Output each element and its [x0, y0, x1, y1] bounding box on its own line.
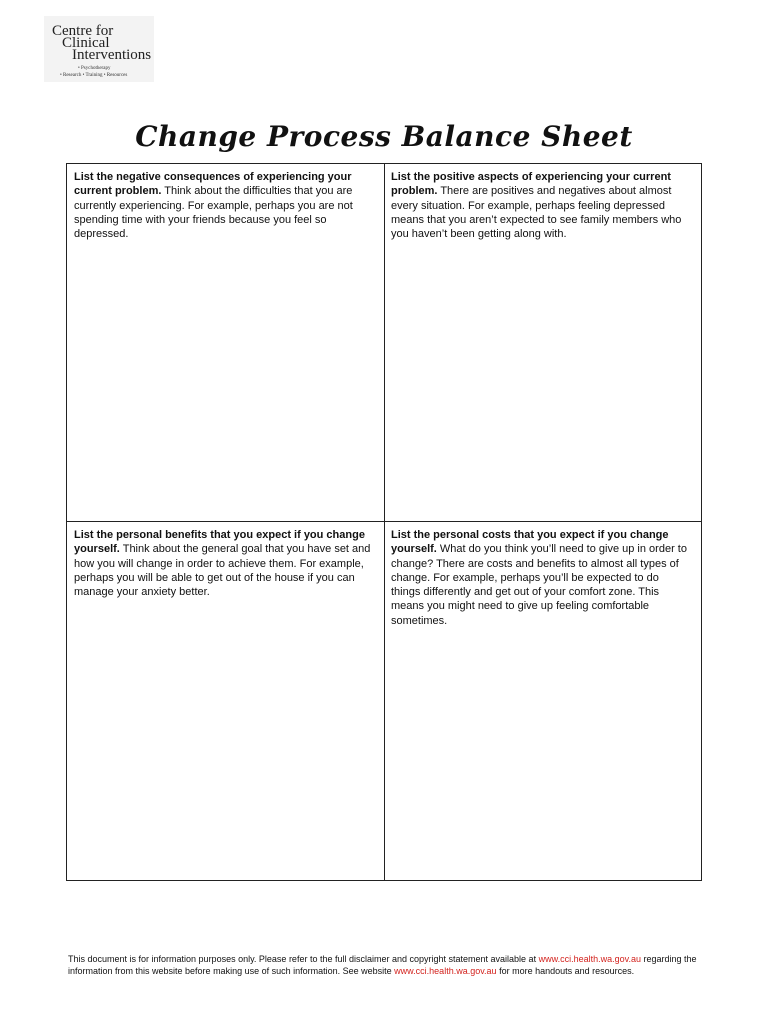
footer-link-2[interactable]: www.cci.health.wa.gov.au	[394, 966, 497, 976]
cell-body: Think about the general goal that you have set and how you will change in order to achieve them. For example, perhaps you will be able to get out of the house if you can manage your anxiety better.	[74, 543, 371, 599]
cell-heading: List the personal benefits that you expect if you change yourself.	[74, 529, 365, 556]
footer-text-1: This document is for information purposes only. Please refer to the full disclaimer and copyright statement available at	[68, 954, 539, 964]
cell-personal-benefits	[74, 528, 377, 599]
logo-line-centre: Centre for	[52, 23, 114, 39]
cell-positive-aspects	[391, 170, 691, 241]
cell-heading: List the positive aspects of experiencing your current problem.	[391, 171, 671, 198]
footer-text-3: for more handouts and resources.	[499, 966, 635, 976]
logo-line-clinical: Clinical	[62, 35, 110, 51]
cell-negative-consequences	[74, 170, 377, 241]
logo-sub-psychotherapy: • Psychotherapy	[78, 66, 111, 71]
grid-vertical-divider	[384, 164, 385, 880]
page-title: Change Process Balance Sheet	[135, 120, 633, 153]
footer-text-2: regarding the information from this website before making use of such information. See website	[68, 954, 697, 976]
logo-line-interventions: Interventions	[72, 47, 152, 63]
cell-heading: List the personal costs that you expect if you change yourself.	[391, 529, 669, 556]
cell-body: There are positives and negatives about almost every situation. For example, perhaps feeling depressed means that you aren’t expected to see family members who you haven’t been getting along with.	[391, 185, 682, 241]
cell-body: What do you think you’ll need to give up in order to change? There are costs and benefits to almost all types of change. For example, perhaps you’ll be expected to do things differently and get out of your comfort zone. This means you might need to give up feeling comfortable sometimes.	[391, 543, 687, 627]
cell-personal-costs	[391, 528, 691, 628]
logo-sub-services: • Research • Training • Resources	[60, 73, 128, 78]
footer-disclaimer	[68, 953, 708, 977]
cci-logo	[44, 16, 154, 82]
grid-horizontal-divider	[67, 521, 701, 522]
balance-sheet-grid	[66, 163, 702, 881]
cell-heading: List the negative consequences of experiencing your current problem.	[74, 171, 352, 198]
footer-link-1[interactable]: www.cci.health.wa.gov.au	[538, 954, 641, 964]
cell-body: Think about the difficulties that you are currently experiencing. For example, perhaps you are not spending time with your friends because you feel so depressed.	[74, 185, 353, 241]
